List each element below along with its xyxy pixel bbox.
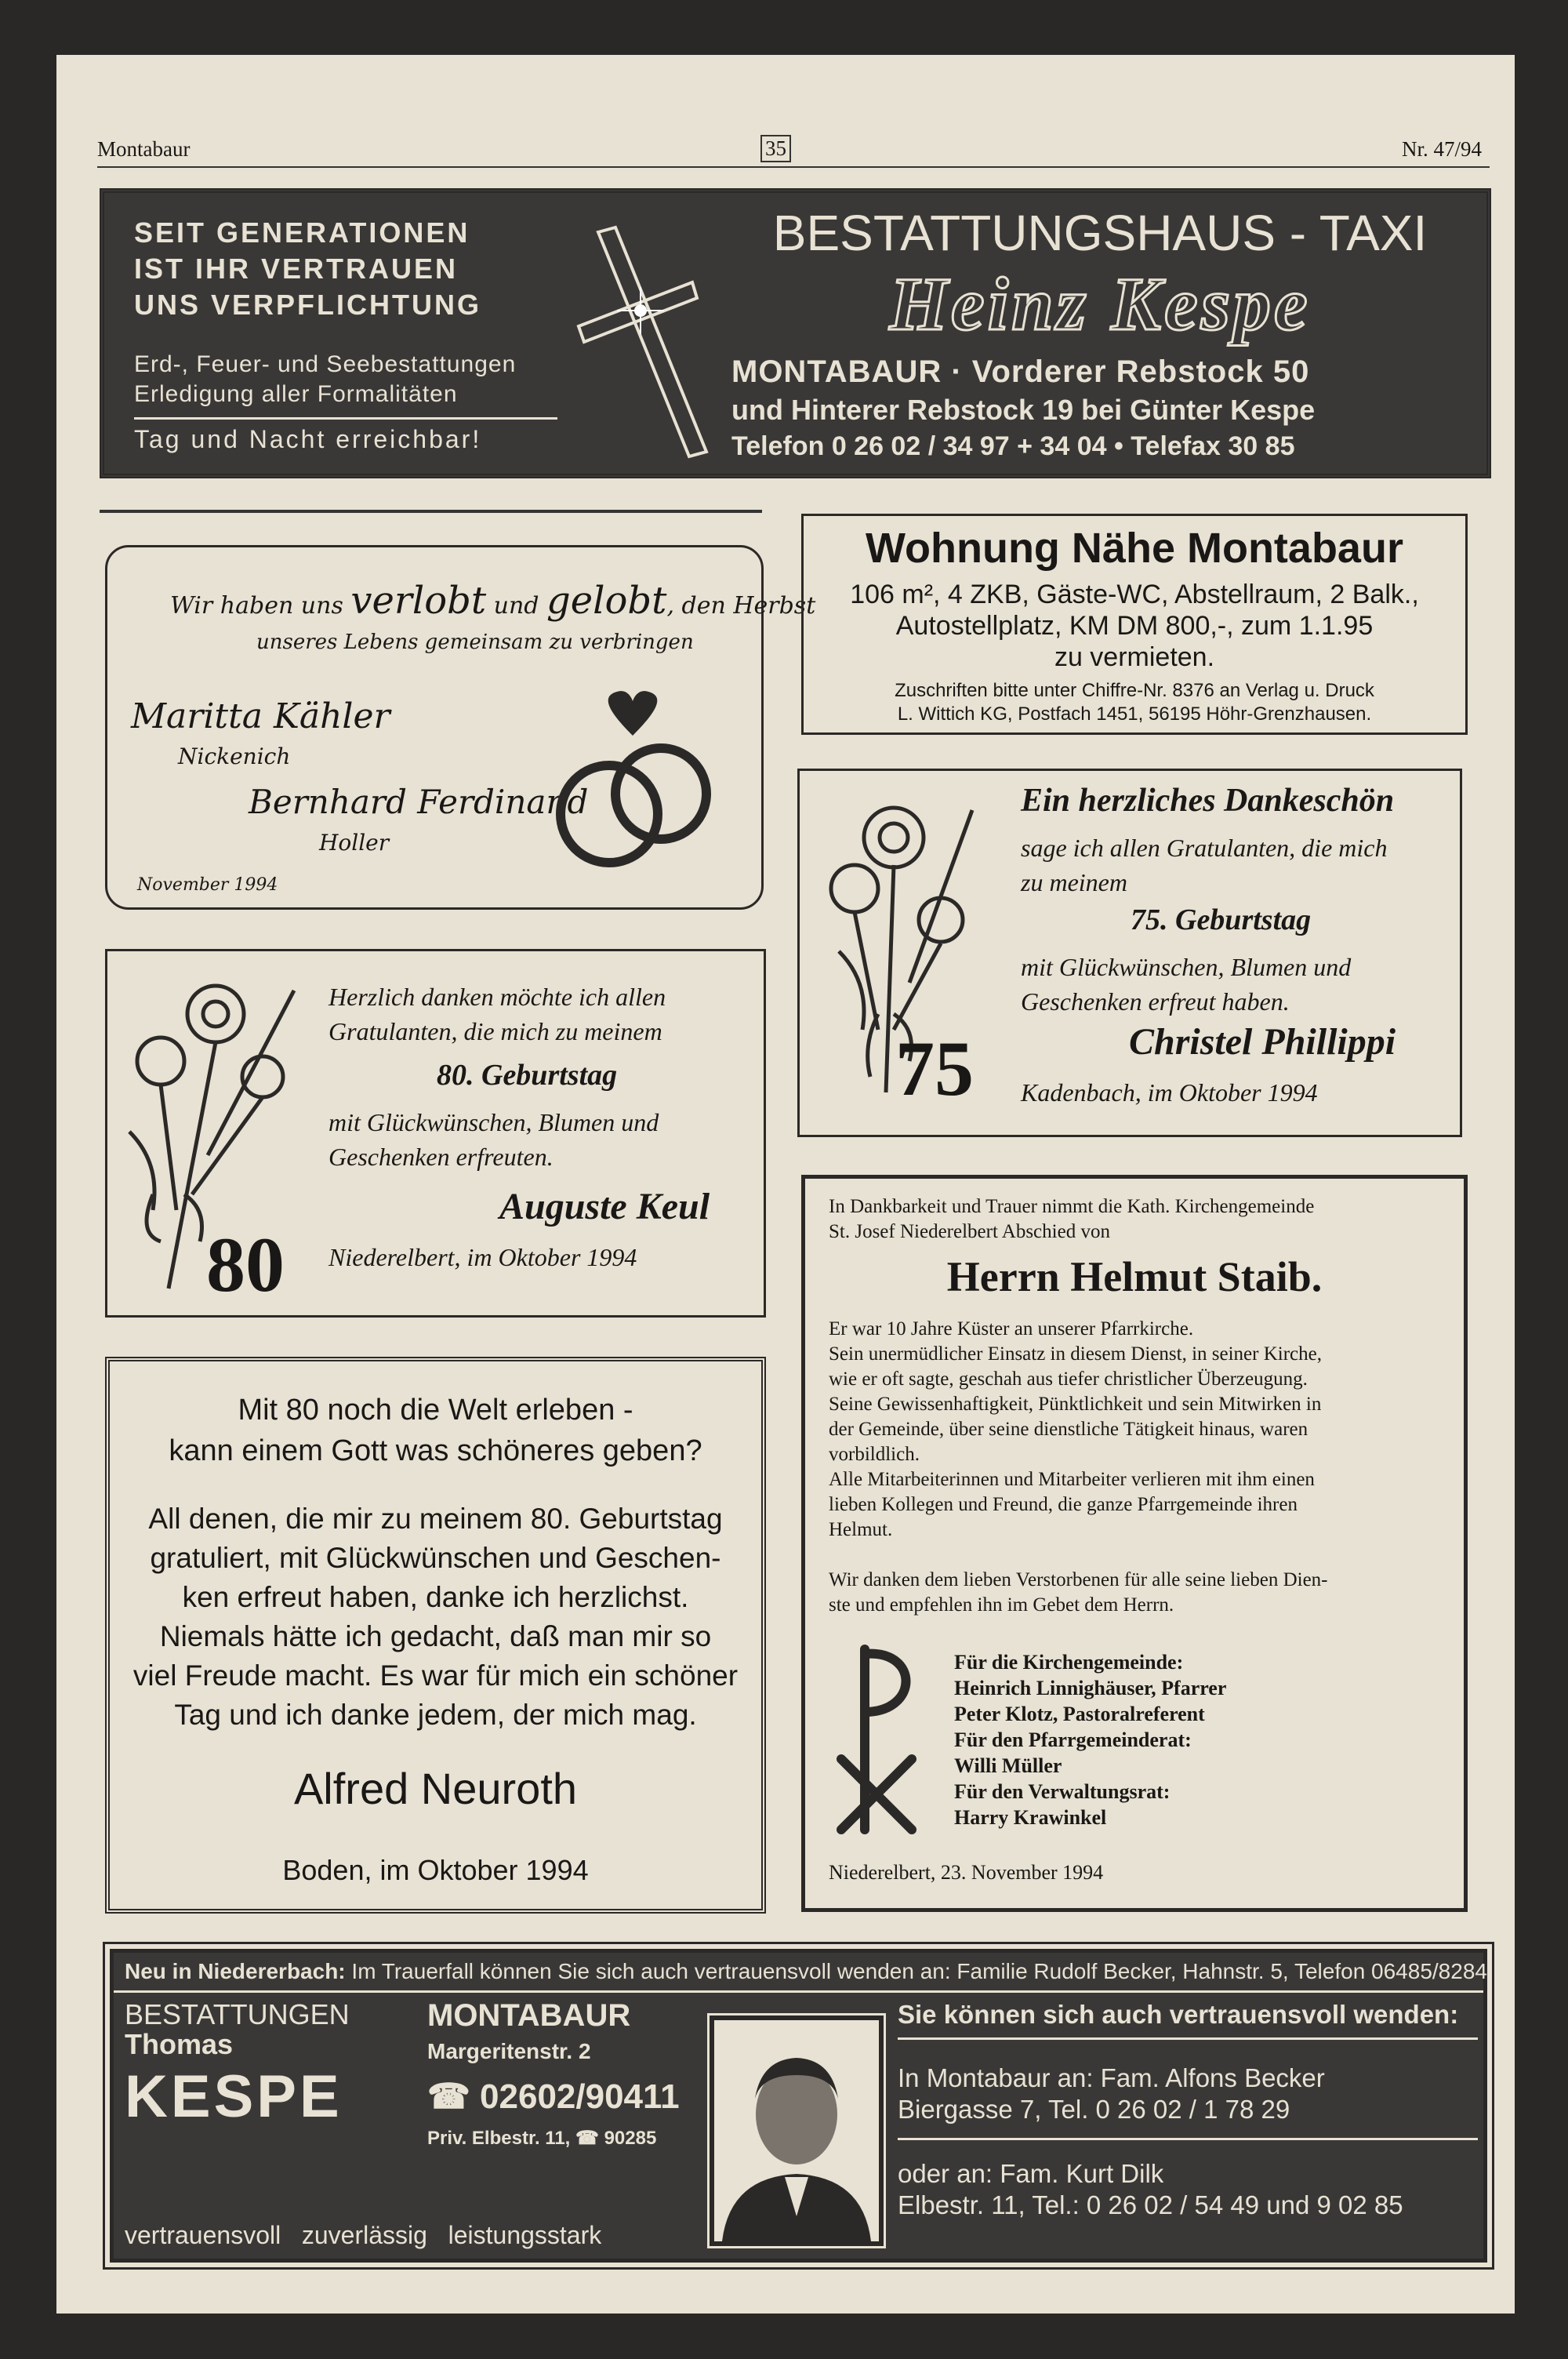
running-head-right: Nr. 47/94 bbox=[1401, 137, 1482, 161]
neuroth-thanks bbox=[105, 1357, 766, 1914]
text: und bbox=[486, 592, 547, 620]
label-line: Thomas bbox=[125, 2028, 234, 2060]
thanks-75-text bbox=[1021, 831, 1387, 900]
obituary-signatures bbox=[954, 1649, 1226, 1830]
text-line: Herzlich danken möchte ich allen bbox=[328, 983, 666, 1011]
text-line: zu meinem bbox=[1021, 868, 1127, 896]
kespe-label bbox=[125, 2000, 350, 2059]
body-line: Alle Mitarbeiterinnen und Mitarbeiter verlieren mit ihm einen bbox=[829, 1469, 1315, 1490]
banner-label: Neu in Niedererbach: bbox=[125, 1959, 346, 1983]
banner bbox=[125, 1959, 1487, 1984]
funeral-phone: Telefon 0 26 02 / 34 97 + 34 04 • Telefax 30 85 bbox=[731, 431, 1295, 461]
thanks-80-birthday: 80. Geburtstag bbox=[437, 1059, 618, 1092]
body-line: Seine Gewissenhaftigkeit, Pünktlichkeit und sein Mitwirken in bbox=[829, 1394, 1322, 1415]
newspaper-page bbox=[56, 55, 1515, 2314]
signature-line: Harry Krawinkel bbox=[954, 1806, 1107, 1829]
services-line: Erledigung aller Formalitäten bbox=[134, 381, 458, 407]
funeral-address: MONTABAUR · Vorderer Rebstock 50 bbox=[731, 354, 1310, 389]
slogan-line: IST IHR VERTRAUEN bbox=[134, 253, 459, 285]
detail-line: zu vermieten. bbox=[1054, 642, 1215, 672]
contact-1 bbox=[898, 2063, 1325, 2125]
banner-text: Im Trauerfall können Sie sich auch vertrauensvoll wenden an: Familie Rudolf Becker, Hahnstr. 5, Telefon 06485/8284 bbox=[345, 1959, 1487, 1983]
body-line: Tag und ich danke jedem, der mich mag. bbox=[174, 1699, 697, 1731]
text: , den Herbst bbox=[666, 592, 816, 620]
neuroth-body bbox=[110, 1499, 761, 1735]
thanks-80-text bbox=[328, 980, 666, 1049]
kespe-street: Margeritenstr. 2 bbox=[427, 2039, 591, 2063]
chi-rho-icon bbox=[833, 1641, 927, 1837]
intro-line: In Dankbarkeit und Trauer nimmt die Kath. Kirchengemeinde bbox=[829, 1196, 1315, 1217]
poem-line: kann einem Gott was schöneres geben? bbox=[169, 1434, 702, 1467]
slogan-line: UNS VERPFLICHTUNG bbox=[134, 289, 482, 321]
body-line: Helmut. bbox=[829, 1519, 893, 1540]
verlobt-text: verlobt bbox=[350, 579, 487, 623]
availability: Tag und Nacht erreichbar! bbox=[134, 425, 482, 453]
body-line: All denen, die mir zu meinem 80. Geburtstag bbox=[148, 1503, 723, 1535]
kespe-city: MONTABAUR bbox=[427, 1998, 631, 2033]
text-line: mit Glückwünschen, Blumen und bbox=[328, 1108, 659, 1136]
engagement-date: November 1994 bbox=[137, 875, 278, 895]
funeral-slogan bbox=[134, 215, 481, 323]
deceased-name: Herrn Helmut Staib. bbox=[946, 1253, 1323, 1300]
text: Wir haben uns bbox=[170, 592, 351, 620]
intro-line: St. Josef Niederelbert Abschied von bbox=[829, 1221, 1110, 1242]
signature-line: Für den Pfarrgemeinderat: bbox=[954, 1728, 1192, 1751]
body-line: lieben Kollegen und Freund, die ganze Pfarrgemeinde ihren bbox=[829, 1494, 1298, 1515]
contact-line: L. Wittich KG, Postfach 1451, 56195 Höhr-Grenzhausen. bbox=[897, 703, 1372, 725]
signature-line: Für den Verwaltungsrat: bbox=[954, 1780, 1171, 1803]
signature-line: Für die Kirchengemeinde: bbox=[954, 1651, 1184, 1674]
thanks-75-place-date: Kadenbach, im Oktober 1994 bbox=[1021, 1078, 1318, 1107]
detail-line: 106 m², 4 ZKB, Gäste-WC, Abstellraum, 2 Balk., bbox=[850, 580, 1419, 609]
funeral-title: BESTATTUNGSHAUS - TAXI bbox=[772, 205, 1428, 261]
contact-title: Sie können sich auch vertrauensvoll wenden: bbox=[898, 2000, 1459, 2029]
neuroth-poem bbox=[110, 1390, 761, 1471]
portrait-icon bbox=[714, 2020, 879, 2241]
body-line: Niemals hätte ich gedacht, daß man mir so bbox=[159, 1620, 712, 1652]
contact-line: Zuschriften bitte unter Chiffre-Nr. 8376 an Verlag u. Druck bbox=[895, 680, 1374, 701]
contact-line: In Montabaur an: Fam. Alfons Becker bbox=[898, 2063, 1325, 2092]
body-line: vorbildlich. bbox=[829, 1444, 920, 1465]
thanks-75-title: Ein herzliches Dankeschön bbox=[1021, 783, 1395, 819]
services-line: Erd-, Feuer- und Seebestattungen bbox=[134, 351, 517, 377]
body-line: ken erfreut haben, danke ich herzlichst. bbox=[182, 1581, 689, 1613]
page-number: 35 bbox=[760, 135, 791, 162]
kespe-funeral-ad bbox=[110, 1949, 1487, 2263]
divider bbox=[114, 1990, 1483, 1993]
body-line: der Gemeinde, über seine dienstliche Tätigkeit hinaus, waren bbox=[829, 1419, 1308, 1440]
age-number: 75 bbox=[895, 1025, 974, 1112]
running-head-left: Montabaur bbox=[97, 137, 191, 161]
label-line: BESTATTUNGEN bbox=[125, 1998, 350, 2030]
partner-2-place: Holler bbox=[319, 830, 390, 856]
text-line: Geschenken erfreuten. bbox=[328, 1143, 554, 1171]
thanks-80-place-date: Niederelbert, im Oktober 1994 bbox=[328, 1243, 637, 1271]
text-line: Gratulanten, die mich zu meinem bbox=[328, 1017, 662, 1045]
poem-line: Mit 80 noch die Welt erleben - bbox=[238, 1394, 633, 1427]
funeral-home-ad bbox=[100, 188, 1491, 478]
thanks-75-text-2 bbox=[1021, 950, 1351, 1019]
thanks-75-name: Christel Phillippi bbox=[1129, 1021, 1396, 1063]
apartment-title: Wohnung Nähe Montabaur bbox=[866, 525, 1403, 572]
contact-2 bbox=[898, 2158, 1403, 2221]
thanks-80-name: Auguste Keul bbox=[499, 1186, 710, 1227]
body-line: Sein unermüdlicher Einsatz in diesem Dienst, in seiner Kirche, bbox=[829, 1343, 1322, 1365]
apartment-details bbox=[804, 579, 1465, 673]
engagement-ad bbox=[105, 545, 816, 910]
kespe-private-phone: Priv. Elbestr. 11, ☎ 90285 bbox=[427, 2128, 657, 2149]
rings-icon bbox=[531, 689, 735, 877]
text-line: sage ich allen Gratulanten, die mich bbox=[1021, 834, 1388, 862]
partner-1-place: Nickenich bbox=[178, 743, 291, 769]
gelobt-text: gelobt bbox=[546, 579, 667, 623]
birthday-75-thanks bbox=[797, 769, 1462, 1137]
closing-line: ste und empfehlen ihn im Gebet dem Herrn. bbox=[829, 1594, 1174, 1616]
contact-line: Biergasse 7, Tel. 0 26 02 / 1 78 29 bbox=[898, 2095, 1290, 2124]
engagement-line-2: unseres Lebens gemeinsam zu verbringen bbox=[256, 631, 694, 654]
contact-line: Elbestr. 11, Tel.: 0 26 02 / 54 49 und 9 02 85 bbox=[898, 2190, 1403, 2219]
obituary-body bbox=[829, 1317, 1322, 1543]
thanks-80-text-2 bbox=[328, 1105, 659, 1174]
kespe-name: KESPE bbox=[125, 2063, 343, 2130]
detail-line: Autostellplatz, KM DM 800,-, zum 1.1.95 bbox=[895, 611, 1374, 641]
partner-1-name: Maritta Kähler bbox=[131, 696, 390, 736]
thanks-75-birthday: 75. Geburtstag bbox=[1131, 903, 1312, 936]
birthday-80-thanks bbox=[105, 949, 766, 1318]
divider bbox=[898, 2138, 1478, 2140]
header-rule bbox=[97, 166, 1490, 168]
obituary-place-date: Niederelbert, 23. November 1994 bbox=[829, 1861, 1104, 1884]
column-rule bbox=[100, 510, 762, 513]
obituary-closing bbox=[829, 1568, 1328, 1618]
engagement-line-1 bbox=[170, 579, 815, 623]
body-line: Er war 10 Jahre Küster an unserer Pfarrkirche. bbox=[829, 1318, 1194, 1339]
funeral-address-2: und Hinterer Rebstock 19 bei Günter Kespe bbox=[731, 394, 1316, 426]
signature-line: Peter Klotz, Pastoralreferent bbox=[954, 1703, 1205, 1725]
funeral-services bbox=[134, 350, 516, 409]
neuroth-place-date: Boden, im Oktober 1994 bbox=[282, 1854, 589, 1886]
text-line: mit Glückwünschen, Blumen und bbox=[1021, 953, 1352, 981]
age-number: 80 bbox=[206, 1221, 285, 1308]
obituary-intro bbox=[829, 1194, 1314, 1245]
kespe-slogan: vertrauensvoll zuverlässig leistungsstark bbox=[125, 2221, 602, 2249]
kespe-phone: ☎ 02602/90411 bbox=[427, 2077, 680, 2116]
neuroth-name: Alfred Neuroth bbox=[293, 1764, 578, 1813]
cross-icon bbox=[575, 216, 716, 467]
contact-line: oder an: Fam. Kurt Dilk bbox=[898, 2159, 1164, 2188]
body-line: wie er oft sagte, geschah aus tiefer christlicher Überzeugung. bbox=[829, 1369, 1308, 1390]
divider bbox=[134, 417, 557, 420]
closing-line: Wir danken dem lieben Verstorbenen für alle seine lieben Dien- bbox=[829, 1569, 1328, 1590]
apartment-ad bbox=[801, 514, 1468, 735]
apartment-contact bbox=[804, 679, 1465, 726]
portrait-photo bbox=[710, 2016, 884, 2246]
body-line: viel Freude macht. Es war für mich ein schöner bbox=[132, 1659, 739, 1692]
obituary bbox=[801, 1175, 1468, 1912]
body-line: gratuliert, mit Glückwünschen und Geschen- bbox=[150, 1542, 721, 1574]
divider bbox=[898, 2037, 1478, 2040]
partner-2-name: Bernhard Ferdinand bbox=[249, 783, 589, 821]
slogan-line: SEIT GENERATIONEN bbox=[134, 216, 470, 249]
text-line: Geschenken erfreut haben. bbox=[1021, 987, 1290, 1016]
signature-line: Heinrich Linnighäuser, Pfarrer bbox=[954, 1677, 1227, 1699]
funeral-name: Heinz Kespe bbox=[889, 262, 1311, 346]
signature-line: Willi Müller bbox=[954, 1754, 1062, 1777]
